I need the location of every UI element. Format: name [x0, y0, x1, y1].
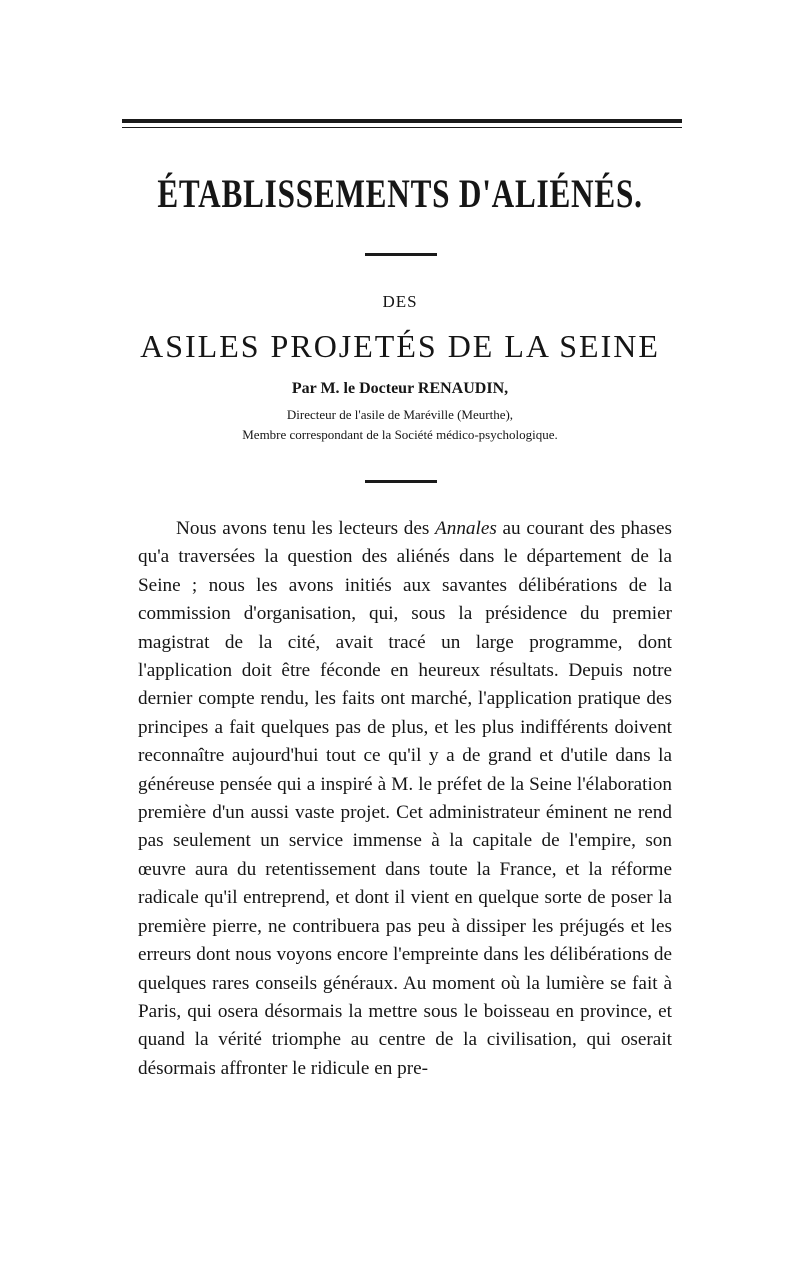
author-affiliation-2: Membre correspondant de la Société médico-psychologique.: [242, 427, 558, 442]
section-subtitle: ASILES PROJETÉS DE LA SEINE: [140, 328, 660, 364]
author-affiliation-1: Directeur de l'asile de Maréville (Meurthe),: [286, 407, 514, 422]
title-separator: [365, 253, 437, 256]
page-title: ÉTABLISSEMENTS D'ALIÉNÉS.: [157, 171, 643, 216]
byline-separator: [365, 480, 437, 483]
header-rule-thin: [122, 127, 682, 128]
body-text-part-2: au courant des phases qu'a traversées la question des aliénés dans le département de la Seine ; nous les avons initiés aux savantes délibérations de la commission d'organisation, qui, sous la présidence du premier magistrat de la cité, avait tracé un large programme, dont l'application doit être féconde en heureux résultats. Depuis notre dernier compte rendu, les faits ont marché, l'application pratique des principes a fait quelques pas de plus, et les plus indifférents doivent reconnaître aujourd'hui tout ce qu'il y a de grand et d'utile dans la généreuse pensée qui a inspiré à M. le préfet de la Seine l'élaboration première d'un aussi vaste projet. Cet administrateur éminent ne rend pas seulement un service immense à la capitale de l'empire, son œuvre aura du retentissement dans toute la France, et la réforme radicale qu'il entreprend, et dont il vient en quelque sorte de poser la première pierre, ne contribuera pas peu à dissiper les préjugés et les erreurs dont nous voyons encore l'empreinte dans les délibérations de quelques rares conseils généraux. Au moment où la lumière se fait à Paris, qui osera désormais la mettre sous le boisseau en province, et quand la vérité triomphe au centre de la civilisation, qui oserait désormais affronter le ridicule en pre-: [138, 518, 672, 1079]
body-text-italic: Annales: [435, 518, 497, 539]
author-byline: Par M. le Docteur RENAUDIN,: [291, 380, 509, 397]
section-label: DES: [382, 292, 418, 311]
header-rule-thick: [122, 119, 682, 123]
body-text-part-1: Nous avons tenu les lecteurs des: [176, 518, 436, 539]
body-paragraph: [138, 515, 672, 1083]
